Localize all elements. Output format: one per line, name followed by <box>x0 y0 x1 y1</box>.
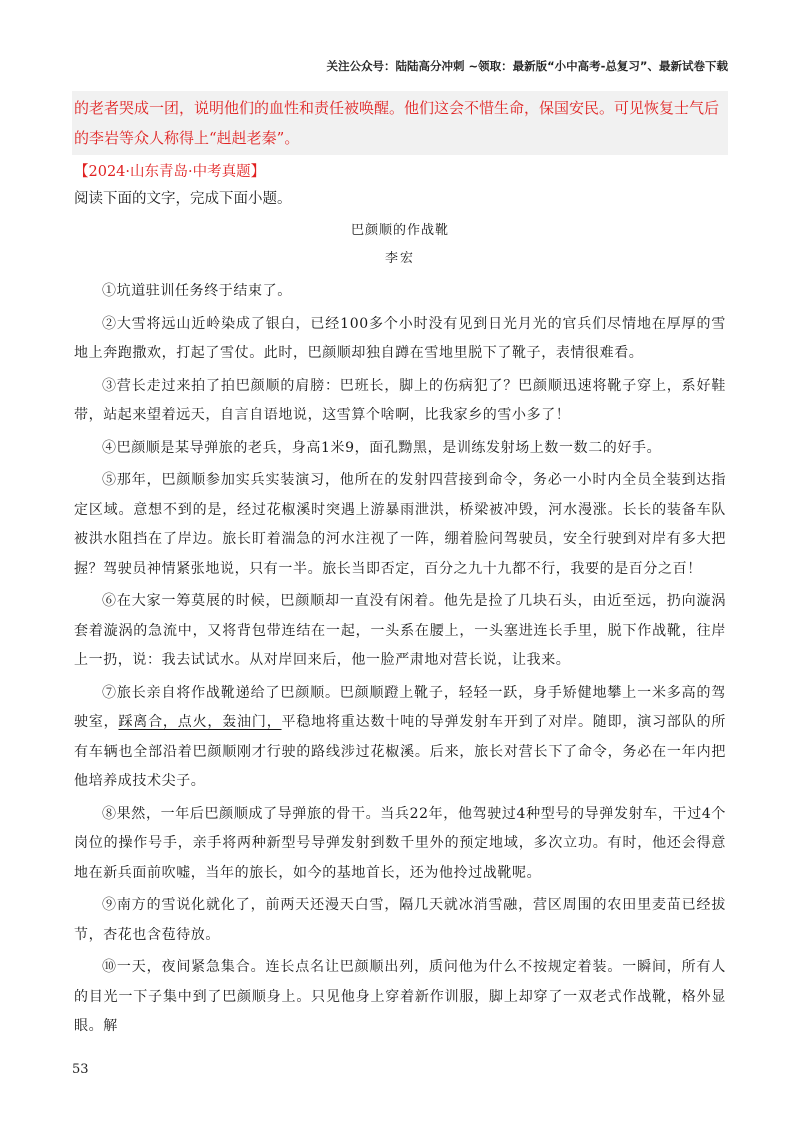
underlined-phrase: 踩离合，点火，轰油门， <box>118 714 282 730</box>
paragraph-1: ①坑道驻训任务终于结束了。 <box>102 283 292 299</box>
paragraph-9: ⑨南方的雪说化就化了，前两天还漫天白雪，隔几天就冰消雪融，营区周围的农田里麦苗已经拔节，杏花也含苞待放。 <box>74 897 726 943</box>
paragraph-3: ③营长走过来拍了拍巴颜顺的肩膀：巴班长，脚上的伤病犯了？巴颜顺迅速将靴子穿上，系好鞋带，站起来望着远天，自言自语地说，这雪算个啥啊，比我家乡的雪小多了！ <box>74 377 726 423</box>
paragraph-7-start: ⑦旅长亲自将作战靴递给了巴颜顺。巴颜顺蹬上靴子，轻轻一跃，身手矫健地攀上一米多高的驾驶室， <box>74 684 726 730</box>
article-body <box>74 277 726 1045</box>
paragraph-4: ④巴颜顺是某导弹旅的老兵，身高1米9，面孔黝黑，是训练发射场上数一数二的好手。 <box>102 439 662 456</box>
paragraph-6: ⑥在大家一筹莫展的时候，巴颜顺却一直没有闲着。他先是捡了几块石头，由近至远，扔向漩涡套着漩涡的急流中，又将背包带连结在一起，一头系在腰上，一头塞进连长手里，脱下作战靴，往岸上一扔，说：我去试试水。从对岸回来后，他一脸严肃地对营长说，让我来。 <box>74 593 726 668</box>
paragraph-8: ⑧果然，一年后巴颜顺成了导弹旅的骨干。当兵22年，他驾驶过4种型号的导弹发射车，干过4个岗位的操作号手，亲手将两种新型号导弹发射到数千里外的预定地域，多次立功。有时，他还会得意地在新兵面前吹嘘，当年的旅长，如今的基地首长，还为他拎过战靴呢。 <box>74 805 726 881</box>
article-title: 巴颜顺的作战靴 <box>350 223 449 238</box>
question-source: 【2024·山东青岛·中考真题】 <box>74 164 266 180</box>
page-number: 53 <box>72 1062 89 1077</box>
paragraph-2: ②大雪将远山近岭染成了银白，已经100多个小时没有见到日光月光的官兵们尽情地在厚厚的雪地上奔跑撒欢，打起了雪仗。此时，巴颜顺却独自蹲在雪地里脱下了靴子，表情很难看。 <box>74 315 726 361</box>
previous-answer-highlight: 的老者哭成一团，说明他们的血性和责任被唤醒。他们这会不惜生命，保国安民。可见恢复士气后的李岩等众人称得上“赳赳老秦”。 <box>72 91 728 155</box>
page-header: 关注公众号：陆陆高分冲刺 ~领取：最新版“小中高考-总复习”、最新试卷下载 <box>326 59 728 73</box>
article-author: 李宏 <box>384 251 415 266</box>
instruction-text: 阅读下面的文字，完成下面小题。 <box>74 191 292 207</box>
paragraph-5: ⑤那年，巴颜顺参加实兵实装演习，他所在的发射四营接到命令，务必一小时内全员全装到达指定区域。意想不到的是，经过花椒溪时突遇上游暴雨泄洪，桥梁被冲毁，河水漫涨。长长的装备车队被洪水阻挡在了岸边。旅长盯着湍急的河水注视了一阵，绷着脸问驾驶员，安全行驶到对岸有多大把握？驾驶员神情紧张地说，只有一半。旅长当即否定，百分之九十九都不行，我要的是百分之百！ <box>74 472 726 577</box>
paragraph-10: ⑩一天，夜间紧急集合。连长点名让巴颜顺出列，质问他为什么不按规定着装。一瞬间，所有人的目光一下子集中到了巴颜顺身上。只见他身上穿着新作训服，脚上却穿了一双老式作战靴，格外显眼。解 <box>74 959 726 1034</box>
paragraph-7 <box>74 679 726 797</box>
paragraph-7-end: 平稳地将重达数十吨的导弹发射车开到了对岸。随即，演习部队的所有车辆也全部沿着巴颜顺刚才行驶的路线涉过花椒溪。后来，旅长对营长下了命令，务必在一年内把他培养成技术尖子。 <box>74 714 726 789</box>
